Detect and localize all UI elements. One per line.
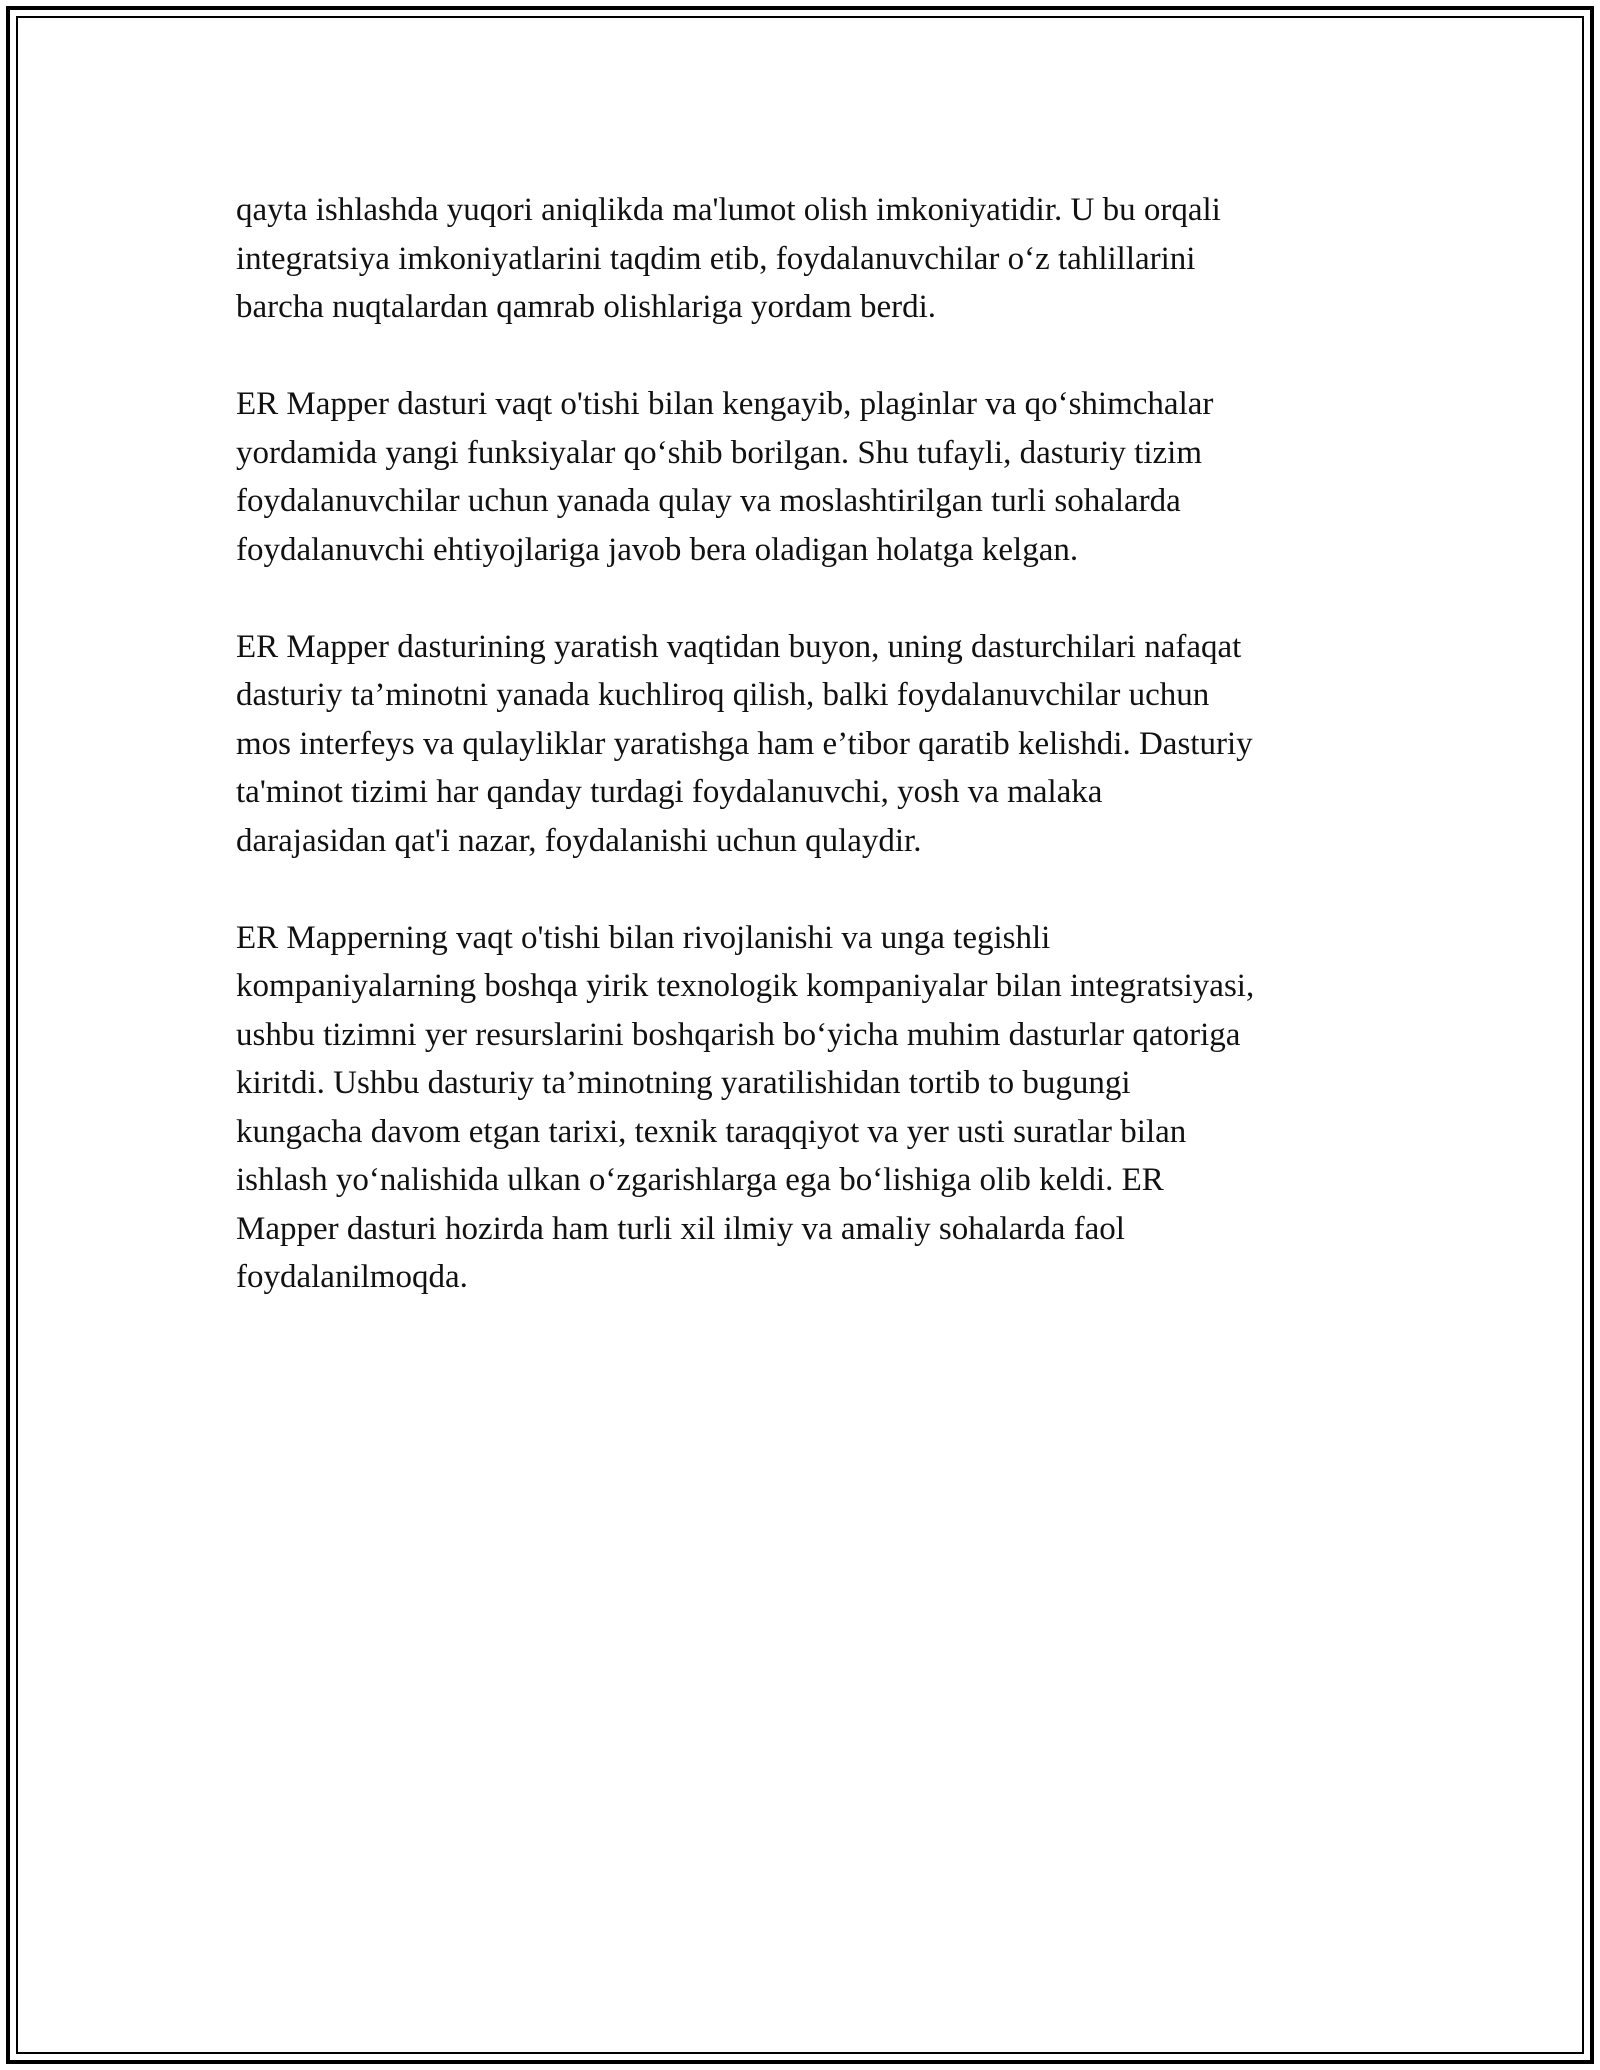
text-line: foydalanuvchi ehtiyojlariga javob bera oladigan holatga kelgan. [236,531,1079,568]
text-line: foydalanilmoqda. [236,1259,468,1295]
text-line: Mapper dasturi hozirda ham turli xil ilmiy va amaliy sohalarda faol [236,1210,1125,1247]
text-line: ER Mapperning vaqt o'tishi bilan rivojlanishi va unga tegishli [236,919,1051,956]
text-line: mos interfeys va qulayliklar yaratishga ham e’tibor qaratib kelishdi. Dasturiy [236,725,1253,762]
text-line: qayta ishlashda yuqori aniqlikda ma'lumot olish imkoniyatidir. U bu orqali [236,192,1221,228]
text-line: dasturiy ta’minotni yanada kuchliroq qilish, balki foydalanuvchilar uchun [236,677,1210,713]
document-body [236,186,1386,1350]
text-line: ER Mapper dasturining yaratish vaqtidan buyon, uning dasturchilari nafaqat [236,628,1242,665]
text-line: ishlash yo‘nalishida ulkan o‘zgarishlarga ega bo‘lishiga olib keldi. ER [236,1162,1164,1198]
text-line: yordamida yangi funksiyalar qo‘shib borilgan. Shu tufayli, dasturiy tizim [236,434,1202,471]
text-line: kungacha davom etgan tarixi, texnik taraqqiyot va yer usti suratlar bilan [236,1113,1187,1150]
text-line: kiritdi. Ushbu dasturiy ta’minotning yaratilishidan tortib to bugungi [236,1065,1131,1101]
paragraph-4 [236,914,1386,1302]
text-line: ushbu tizimni yer resurslarini boshqarish bo‘yicha muhim dasturlar qatoriga [236,1016,1241,1053]
text-line: ta'minot tizimi har qanday turdagi foydalanuvchi, yosh va malaka [236,774,1103,810]
text-line: integratsiya imkoniyatlarini taqdim etib, foydalanuvchilar o‘z tahlillarini [236,240,1196,277]
text-line: darajasidan qat'i nazar, foydalanishi uchun qulaydir. [236,822,922,859]
paragraph-3 [236,623,1386,866]
paragraph-1 [236,186,1386,332]
text-line: ER Mapper dasturi vaqt o'tishi bilan kengayib, plaginlar va qo‘shimchalar [236,386,1214,422]
text-line: kompaniyalarning boshqa yirik texnologik kompaniyalar bilan integratsiyasi, [236,968,1255,1004]
paragraph-2 [236,380,1386,574]
text-line: foydalanuvchilar uchun yanada qulay va moslashtirilgan turli sohalarda [236,483,1181,519]
text-line: barcha nuqtalardan qamrab olishlariga yordam berdi. [236,289,937,325]
